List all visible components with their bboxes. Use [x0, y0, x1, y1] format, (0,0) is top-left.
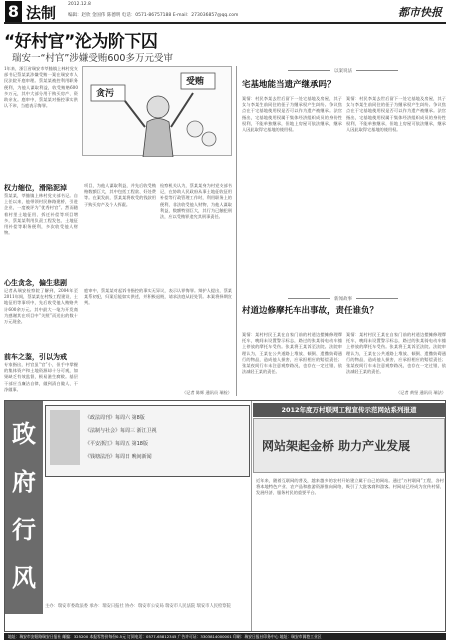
- ad-sponsor-line: 主办：瑞安市委政法委 承办：瑞安日报社 协办：瑞安市公安局 瑞安市人民法院 瑞安市人民检察院: [45, 604, 231, 609]
- illustration-label-greed: 贪污: [96, 89, 115, 99]
- section-title: 法制: [26, 4, 57, 22]
- ad-stamp-icon: [50, 410, 80, 465]
- column-divider: [236, 66, 237, 396]
- issue-date: 2012.12.8: [68, 2, 91, 7]
- section-text-3: 专家指出，村官虽“官”小，但手中掌握的集体资产和土地资源却十分可观，如果缺乏有效监督，极易滋生腐败。基层干部应当廉洁自律，做到清白做人、干净做事。: [4, 362, 78, 392]
- section-heading-3: 前车之鉴，引以为戒: [4, 353, 67, 361]
- section-heading-2: 心生贪念，偏生悲剧: [4, 279, 67, 287]
- body-text-2: 检察机关认为，蔡某某身为村党支部书记，在协助人民政府从事土地征收征用补偿等行政管理工作时，利用职务上的便利，非法收受他人财物，为他人谋取利益，数额特别巨大，其行为已触犯刑法，应以受贿罪追究其刑事责任。: [160, 183, 232, 220]
- ad-program-item: 《钱塘法治》每周日 晚间新闻: [85, 454, 152, 460]
- editor-credits: 编辑：赵欣 金国伟 陈德明 电话：0571-86757188 E-mail：273036857@qq.com: [68, 13, 239, 18]
- right-text-1b: 案情：村民李某去世后留下一处宅基地及房屋，其子女与李某生前同住的侄子为继承权产生纠纷。争议焦点在于宅基地使用权是否可以作为遗产被继承。法官指出，宅基地使用权属于集体经济组织成员的身份性权利，不能单独继承，但地上房屋可依法继承，继承人因此取得宅基地的使用权。: [346, 96, 446, 133]
- right-headline-2: 村道边修摩托车出事故，责任谁负？: [242, 306, 379, 316]
- lead-subhead: 瑞安一“村官”涉嫌受贿600多万元受审: [12, 53, 173, 64]
- right-text-2b: 案情：某村村民王某在自家门前的村道边摆摊修理摩托车，晚间未设置警示标志，路过的张某骑电动车撞上停放的摩托车受伤。张某将王某诉至法院。法院审理认为，王某在公共道路上堆放、倾倒、遗撒妨碍通行的物品，造成他人损害，应承担相应的赔偿责任；张某夜间行车未注意观察路况，也存在一定过错，依法减轻王某的责任。: [346, 332, 446, 375]
- ad-program-item: 《法制与社会》每周三 浙江卫视: [85, 428, 157, 434]
- section-text-1: 蔡某某，莘塍镇上林村党支部书记。自上任以来，他带领村民修路建桥，引进企业，一度被评为“优秀村官”。然而随着村里土地征用、拆迁补偿等项目增多，蔡某某利用负责工程发包、土地征用补偿等职务便利，多次收受他人财物。: [4, 193, 78, 236]
- ad-program-item: 《政法周刊》每周六 第8版: [85, 415, 145, 421]
- ad-right-header: 2012年度万村联网工程宣传示范网站系列报道: [253, 403, 445, 417]
- page-number: 8: [5, 1, 22, 22]
- right-text-1a: 案情：村民李某去世后留下一处宅基地及房屋，其子女与李某生前同住的侄子为继承权产生纠纷。争议焦点在于宅基地使用权是否可以作为遗产被继承。法官指出，宅基地使用权属于集体经济组织成员的身份性权利，不能单独继承，但地上房屋可依法继承，继承人因此取得宅基地的使用权。: [242, 96, 342, 133]
- masthead-rule: [4, 22, 446, 24]
- cartoon-illustration: [82, 66, 232, 156]
- section-heading-1: 权力缩位，滑陷泥淖: [4, 184, 67, 192]
- page-footer: 地址：瑞安市安阳路瑞安日报社 邮编：325200 本报零售价每份0.5元 订阅电话：0577-65812345 广告许可证：3303814000001 印刷：瑞安日报社印务中心 地址：瑞安市阁巷工业区: [4, 633, 446, 640]
- right-text-2a: 案情：某村村民王某在自家门前的村道边摆摊修理摩托车，晚间未设置警示标志，路过的张某骑电动车撞上停放的摩托车受伤。张某将王某诉至法院。法院审理认为，王某在公共道路上堆放、倾倒、遗撒妨碍通行的物品，造成他人损害，应承担相应的赔偿责任；张某夜间行车未注意观察路况，也存在一定过错，依法减轻王某的责任。: [242, 332, 342, 375]
- tag-news-story: 新闻故事: [240, 296, 446, 302]
- newspaper-logo: 都市快报: [398, 6, 442, 19]
- lead-intro-text: 1年来，浙江省瑞安市莘塍镇上林村党支部书记蔡某某涉嫌受贿一案在瑞安市人民法院开庭审理。蔡某某被控利用职务便利，为他人谋取利益，收受贿赂600多万元，其中大部分用于购买房产、资助亲友。庭审中，蔡某某对指控事实供认不讳，当庭表示悔罪。: [4, 66, 78, 109]
- byline-left: （记者 陈辉 通讯员 瑞检）: [181, 390, 232, 395]
- tag-case-law: 以案说法: [240, 68, 446, 74]
- ad-banner-title: 网站架起金桥 助力产业发展: [262, 439, 411, 453]
- cartoon-figure-icon: [83, 67, 233, 157]
- ad-program-item: 《平安浙江》每周五 第18版: [85, 441, 148, 447]
- illustration-label-bribe: 受贿: [186, 77, 205, 87]
- ad-left-text: 政府 行风: [12, 420, 36, 592]
- body-text-3: 庭审中，蔡某某对起诉书指控的事实无异议，表示认罪悔罪。辩护人提出，蔡某某系初犯，归案后能如实供述，并积极退赃，请求法庭从轻处罚。本案将择期宣判。: [84, 288, 232, 306]
- byline-right: （记者 黄坚 通讯员 瑞法）: [395, 390, 446, 395]
- right-headline-1: 宅基地能当遗产继承吗？: [242, 80, 336, 90]
- ad-right-text: 近年来，随着互联网的普及，越来越多的农村开始建立属于自己的网站。通过“万村联网”工程，各村将本地特色产业、农产品和旅游资源推向网络，吸引了大批客商和游客。村网站已经成为宣传村情、发展经济、服务村民的重要平台。: [256, 478, 444, 496]
- body-text-1: 项目，为他人谋取利益，并先后收受贿赂数额巨大，其中包括工程款、好处费等。在案发前，蔡某某将收受的钱款用于购买房产及个人挥霍。: [84, 183, 156, 207]
- ad-divider: [251, 401, 252, 631]
- ad-program-list: [85, 412, 245, 464]
- section-text-2: 记者从瑞安检察院了解到，2004年至2011年间，蔡某某在村级工程建设、土地征用等事项中，先后收受他人贿赂共计600余万元。其中最大一笔为开发商为感谢其在项目中“关照”而送出的数十万元现金。: [4, 288, 78, 325]
- lead-headline: “好村官”沦为阶下囚: [4, 32, 158, 52]
